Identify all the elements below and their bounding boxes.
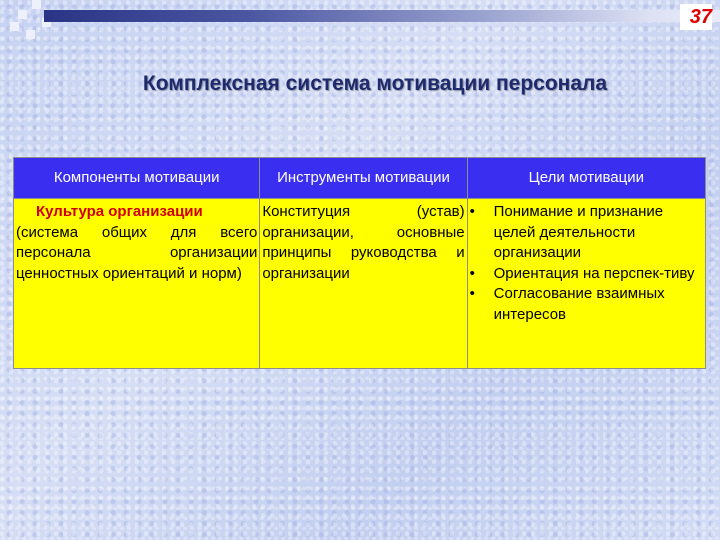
decorative-squares	[0, 0, 60, 50]
cell-component	[14, 199, 260, 369]
motivation-table	[13, 157, 706, 369]
table-row	[14, 199, 706, 369]
header-goals: Цели мотивации	[467, 158, 705, 199]
table-header-row	[14, 158, 706, 199]
goals-list	[470, 202, 703, 325]
header-instruments: Инструменты мотивации	[260, 158, 467, 199]
cell-instruments: Конституция (устав) организации, основные принципы руководства и организации	[260, 199, 467, 369]
slide-number: 37	[680, 4, 712, 30]
list-item: • Ориентация на перспек-тиву	[470, 264, 703, 285]
cell-goals	[467, 199, 705, 369]
slide-title: Комплексная система мотивации персонала	[142, 72, 608, 95]
header-gradient-bar	[44, 10, 720, 22]
component-text: (система общих для всего персонала организации ценностных ориентаций и норм)	[16, 223, 258, 282]
list-item: • Согласование взаимных интересов	[470, 284, 703, 325]
list-item: • Понимание и признание целей деятельности организации	[470, 202, 703, 264]
component-title: Культура организации	[36, 203, 203, 220]
header-components: Компоненты мотивации	[14, 158, 260, 199]
